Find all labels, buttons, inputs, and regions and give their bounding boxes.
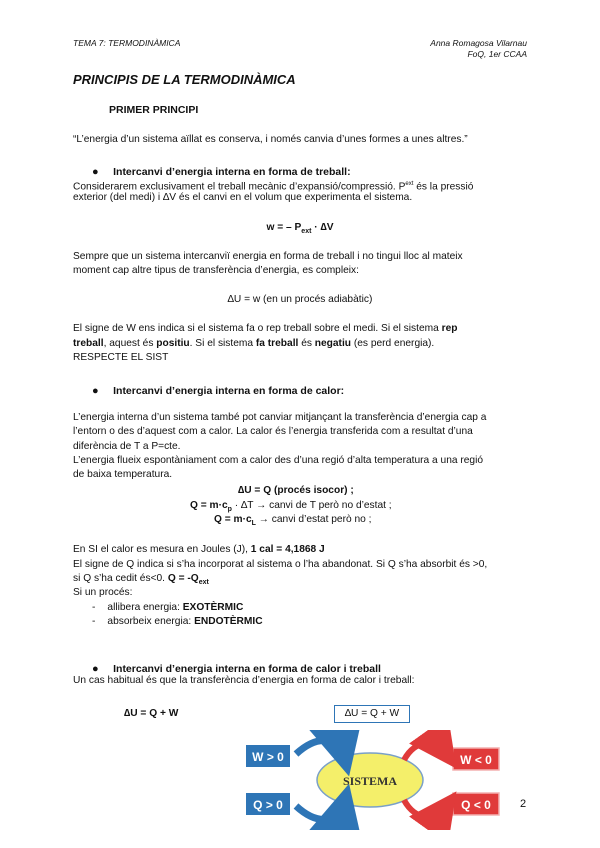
- sec1-para2-line1: Sempre que un sistema intercanviï energia en forma de treball i no tingui lloc al mateix: [73, 251, 463, 262]
- isochoric-formula: ∆U = Q (procés isocor) ;: [238, 485, 354, 496]
- section1-heading: Intercanvi d’energia interna en forma de treball:: [113, 166, 351, 178]
- heat-formula-latent: $Q = m\cdot c_L$ → canvi d’estat però no ;: [214, 514, 372, 528]
- page-number: 2: [520, 798, 527, 810]
- section2-heading: Intercanvi d’energia interna en forma de calor:: [113, 385, 345, 397]
- energy-diagram: [240, 730, 530, 830]
- work-formula: w = – $P_{ext} \cdot \Delta V$: [266, 222, 334, 236]
- section-subtitle: PRIMER PRINCIPI: [109, 104, 199, 116]
- first-law-boxed: ∆U = Q + W: [334, 705, 410, 723]
- sec1-para1-line2: exterior (del medi) i ∆V és el canvi en el volum que experimenta el sistema.: [73, 192, 413, 203]
- sec2-para1-line2: l’entorn o des d’aquest com a calor. La calor és l’energia transferida com a resultat d’una: [73, 426, 473, 437]
- ext-superscript: ext: [405, 181, 414, 187]
- sec2-para3: En SI el calor es mesura en Joules (J), 1 cal = 4,1868 J: [73, 544, 325, 555]
- page-title: PRINCIPIS DE LA TERMODINÀMICA: [73, 72, 296, 87]
- sec3-para1: Un cas habitual és que la transferència d’energia en forma de calor i treball:: [73, 675, 415, 686]
- section3-heading: Intercanvi d’energia interna en forma de calor i treball: [113, 663, 381, 675]
- list-item-exothermic: - allibera energia: EXOTÈRMIC: [92, 602, 244, 613]
- sec1-para1-line1: Considerarem exclusivament el treball mecànic d’expansió/compressió. $P^{ext}$ és la pressió: [73, 181, 474, 193]
- sec1-para3-line3: RESPECTE EL SIST: [73, 352, 169, 363]
- heat-formula-sensible: $Q = m\cdot c_p \cdot \Delta T$ → canvi de T però no d’estat ;: [190, 500, 392, 514]
- list-item-endothermic: - absorbeix energia: ENDOTÈRMIC: [92, 616, 263, 627]
- bullet-2: ● Intercanvi d’energia interna en forma de calor:: [92, 385, 345, 397]
- w-in-arrow: [296, 741, 344, 756]
- sec2-para1-line1: L’energia interna d’un sistema també pot canviar mitjançant la transferència d’energia cap a: [73, 412, 487, 423]
- sec2-para4-line2: si Q s’ha cedit és<0. $Q = -Q_{ext}$: [73, 573, 209, 587]
- sec2-para2-line1: L’energia flueix espontàniament com a calor des d’una regió d’alta temperatura a una regió: [73, 455, 484, 466]
- w-negative-label: W < 0: [460, 753, 492, 767]
- sec2-para4-line1: El signe de Q indica si s’ha incorporat al sistema o l’ha abandonat. Si Q s’ha absorbit és >0,: [73, 559, 488, 570]
- q-positive-label: Q > 0: [253, 798, 283, 812]
- w-out-arrow: [404, 743, 446, 760]
- bullet-3: ● Intercanvi d’energia interna en forma de calor i treball: [92, 663, 381, 675]
- sec1-para3-line1: El signe de W ens indica si el sistema fa o rep treball sobre el medi. Si el sistema rep: [73, 323, 458, 334]
- header-left: TEMA 7: TERMODINÀMICA: [73, 38, 181, 48]
- sec2-para5: Si un procés:: [73, 587, 133, 598]
- bullet-1: ● Intercanvi d’energia interna en forma de treball:: [92, 166, 351, 178]
- header-course: FoQ, 1er CCAA: [467, 49, 527, 59]
- q-out-arrow: [404, 800, 446, 817]
- w-positive-label: W > 0: [252, 750, 284, 764]
- q-in-arrow: [296, 804, 344, 819]
- q-negative-label: Q < 0: [461, 798, 491, 812]
- system-label: SISTEMA: [342, 774, 398, 788]
- sec1-para2-line2: moment cap altre tipus de transferència d’energia, es compleix:: [73, 265, 359, 276]
- sec2-para1-line3: diferència de T a P=cte.: [73, 441, 181, 452]
- header-author: Anna Romagosa Vilarnau: [430, 38, 527, 48]
- quote: “L’energia d’un sistema aïllat es conserva, i només canvia d’unes formes a unes altres.”: [73, 134, 468, 145]
- adiabatic-formula: ∆U = w (en un procés adiabàtic): [227, 294, 373, 305]
- sec1-para3-line2: treball, aquest és positiu. Si el sistema fa treball és negatiu (es perd energia).: [73, 338, 435, 349]
- first-law-formula: ∆U = Q + W: [124, 708, 179, 719]
- sec2-para2-line2: de baixa temperatura.: [73, 469, 173, 480]
